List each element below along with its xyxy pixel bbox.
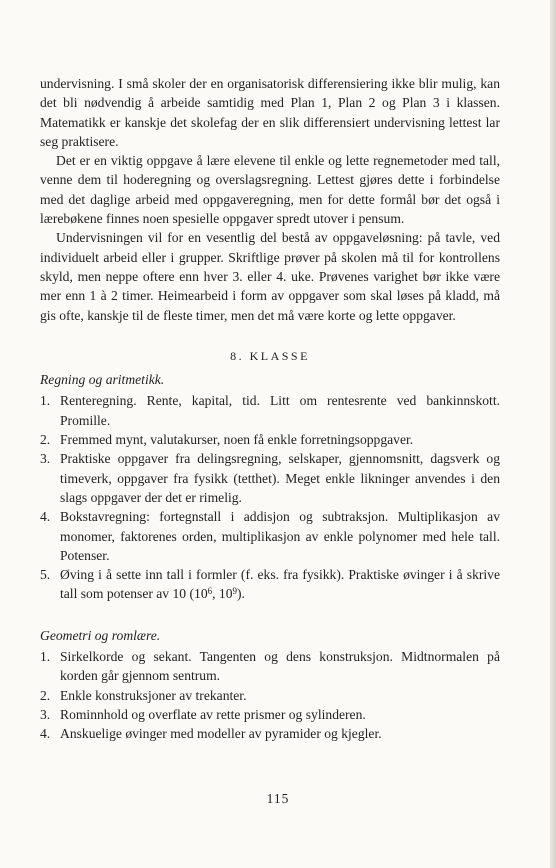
item-number: 4.	[40, 726, 51, 742]
item-text: Øving i å sette inn tall i formler (f. eks. fra fysikk). Praktiske øvinger i å skrive tall som potenser av 10 (10	[60, 567, 500, 602]
item-text: Renteregning. Rente, kapital, tid. Litt om rentesrente ved bankinnskott. Promille.	[60, 393, 500, 428]
paragraph-2: Det er en viktig oppgave å lære elevene til enkle og lette regnemetoder med tall, venne dem til hoderegning og overslagsregning. Lettest gjøres dette i forbindelse med det daglige arbeid med oppgaveregning, men for dette formål bør det også i lærebøkene finnes noen spesielle oppgaver spredt utover i pensum.	[40, 153, 500, 227]
paragraph-1: undervisning. I små skoler der en organisatorisk differensiering ikke blir mulig, kan det bli nødvendig å arbeide samtidig med Plan 1, Plan 2 og Plan 3 i klassen. Matematikk er kanskje det skolefag der en slik differensiert undervisning lettest lar seg praktisere.	[40, 76, 500, 149]
item-text: Sirkelkorde og sekant. Tangenten og dens konstruksjon. Midtnormalen på korden går gjennom sentrum.	[60, 649, 500, 684]
list-item	[40, 507, 500, 565]
item-number: 2.	[40, 687, 51, 703]
page-edge	[550, 0, 556, 868]
regning-subheading: Regning og aritmetikk.	[40, 372, 165, 388]
paragraph-3: Undervisningen vil for en vesentlig del bestå av oppgaveløsning: på tavle, ved individuelt arbeid eller i grupper. Skriftlige prøver på skolen må til for kontrollens skyld, men neppe oftere enn hver 3. eller 4. uke. Prøvenes varighet bør ikke være mer enn 1 à 2 timer. Heimearbeid i form av oppgaver som skal løses på kladd, må gis ofte, kanskje til de fleste timer, men det må være korte og lette oppgaver.	[40, 230, 500, 323]
item-text: ).	[237, 586, 245, 602]
section-heading: 8. KLASSE	[230, 348, 310, 363]
item-number: 3.	[40, 451, 51, 467]
item-number: 5.	[40, 567, 51, 583]
item-text: Bokstavregning: fortegnstall i addisjon og subtraksjon. Multiplikasjon av monomer, faktorenes orden, multiplikasjon av enkle polynomer med hele tall. Potenser.	[60, 509, 500, 563]
list-item	[40, 705, 500, 724]
item-text: Fremmed mynt, valutakurser, noen få enkle forretningsoppgaver.	[60, 432, 414, 448]
item-text: Rominnhold og overflate av rette prismer og sylinderen.	[60, 706, 366, 722]
list-item	[40, 430, 500, 449]
list-item	[40, 391, 500, 430]
item-text: Praktiske oppgaver fra delingsregning, selskaper, gjennomsnitt, dagsverk og timeverk, oppgaver fra fysikk (tetthet). Meget enkle likninger anvendes i den slags oppgaver der det er rimelig.	[60, 451, 500, 505]
item-number: 2.	[40, 432, 51, 448]
superscript: 9	[232, 586, 238, 597]
geometri-subheading: Geometri og romlære.	[40, 627, 161, 643]
list-item	[40, 565, 500, 604]
item-number: 4.	[40, 509, 51, 525]
page-number: 115	[266, 791, 290, 806]
item-text: Anskuelige øvinger med modeller av pyramider og kjegler.	[60, 726, 382, 742]
item-number: 1.	[40, 393, 51, 409]
page-body	[40, 74, 500, 744]
regning-list	[40, 391, 500, 603]
superscript: 6	[207, 586, 213, 597]
geometri-list	[40, 647, 500, 743]
list-item	[40, 724, 500, 743]
item-number: 1.	[40, 649, 51, 665]
list-item	[40, 686, 500, 705]
item-number: 3.	[40, 706, 51, 722]
list-item	[40, 647, 500, 686]
item-text: Enkle konstruksjoner av trekanter.	[60, 687, 247, 703]
item-text: , 10	[212, 586, 233, 602]
list-item	[40, 449, 500, 507]
